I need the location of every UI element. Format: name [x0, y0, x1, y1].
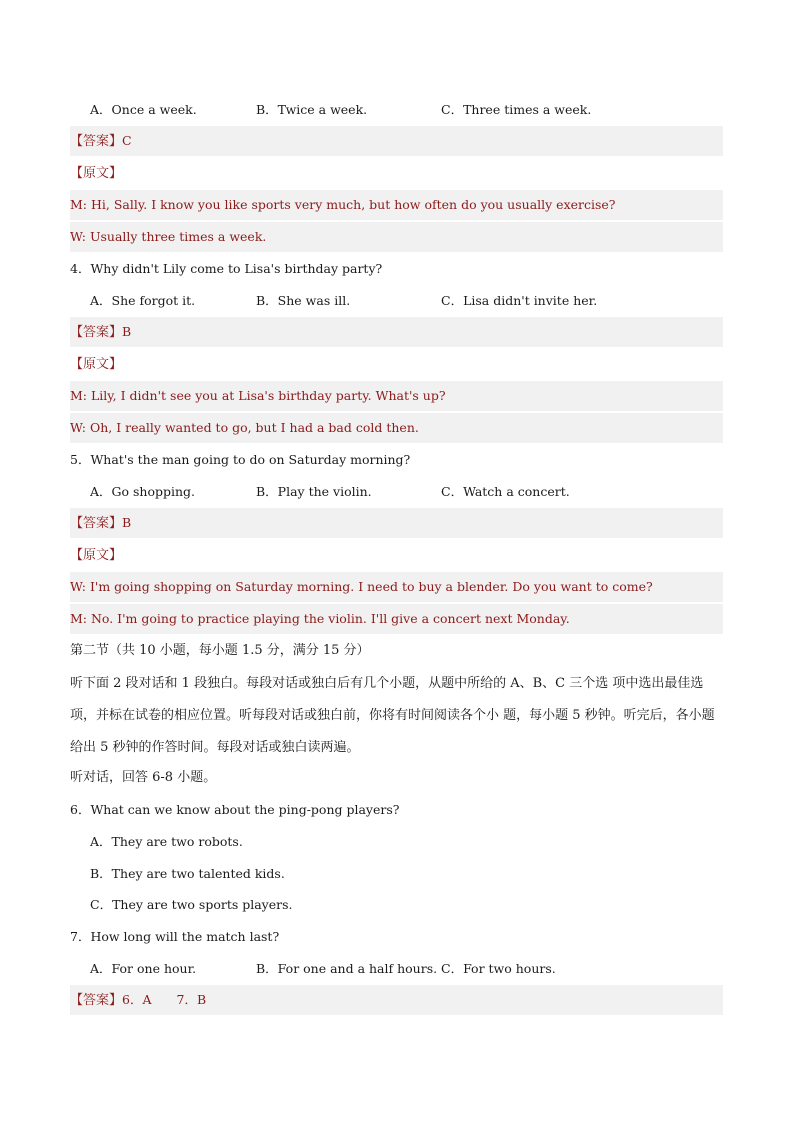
q7-option-c: C．For two hours.	[441, 961, 556, 976]
answers-6-7: 【答案】6．A 7．B	[70, 985, 723, 1015]
q3-dialog-line-1: M: Hi, Sally. I know you like sports very much, but how often do you usually exercise?	[70, 190, 723, 220]
q4-option-b: B．She was ill.	[256, 293, 351, 308]
q6-option-b: B．They are two talented kids.	[90, 866, 285, 881]
q3-original-label: 【原文】	[70, 166, 123, 181]
q3-option-c: C．Three times a week.	[441, 102, 592, 117]
q3-option-b: B．Twice a week.	[256, 102, 368, 117]
q7-option-b: B．For one and a half hours.	[256, 961, 438, 976]
q5-options	[90, 477, 723, 507]
section2-instructions: 听下面 2 段对话和 1 段独白。每段对话或独白后有几个小题，从题中所给的 A、B、C 三个选 项中选出最佳选项，并标在试卷的相应位置。听每段对话或独白前，你将有时间阅读各个小 题，每小题 5 秒钟。听完后，各小题给出 5 秒钟的作答时间。每段对话或独白读两遍。	[70, 676, 715, 755]
q4-dialog-line-2: W: Oh, I really wanted to go, but I had a bad cold then.	[70, 413, 723, 443]
q5-dialog-line-1: W: I'm going shopping on Saturday morning. I need to buy a blender. Do you want to come?	[70, 572, 723, 602]
q3-dialog-line-2: W: Usually three times a week.	[70, 222, 723, 252]
q4-options	[90, 286, 723, 316]
q7-option-a: A．For one hour.	[90, 961, 197, 976]
section2-heading: 第二节（共 10 小题，每小题 1.5 分，满分 15 分）	[70, 643, 370, 658]
q4-dialog-line-1: M: Lily, I didn't see you at Lisa's birthday party. What's up?	[70, 381, 723, 411]
q5-original-label: 【原文】	[70, 548, 123, 563]
q5-option-c: C．Watch a concert.	[441, 484, 570, 499]
q5-option-b: B．Play the violin.	[256, 484, 372, 499]
q4-original-label: 【原文】	[70, 357, 123, 372]
q4-option-c: C．Lisa didn't invite her.	[441, 293, 598, 308]
q3-answer: 【答案】C	[70, 126, 723, 156]
section2-listen-prompt: 听对话，回答 6-8 小题。	[70, 770, 217, 785]
q4-option-a: A．She forgot it.	[90, 293, 196, 308]
q6-option-a: A．They are two robots.	[90, 834, 243, 849]
q5-dialog-line-2: M: No. I'm going to practice playing the violin. I'll give a concert next Monday.	[70, 604, 723, 634]
q3-option-a: A．Once a week.	[90, 102, 197, 117]
q4-question: 4．Why didn't Lily come to Lisa's birthday party?	[70, 261, 383, 276]
q6-option-c: C．They are two sports players.	[90, 897, 293, 912]
q3-options	[90, 95, 723, 125]
q7-question: 7．How long will the match last?	[70, 929, 280, 944]
q4-answer: 【答案】B	[70, 317, 723, 347]
q5-answer: 【答案】B	[70, 508, 723, 538]
q5-question: 5．What's the man going to do on Saturday morning?	[70, 452, 411, 467]
q5-option-a: A．Go shopping.	[90, 484, 196, 499]
q7-options	[90, 954, 723, 984]
q6-question: 6．What can we know about the ping-pong players?	[70, 802, 400, 817]
